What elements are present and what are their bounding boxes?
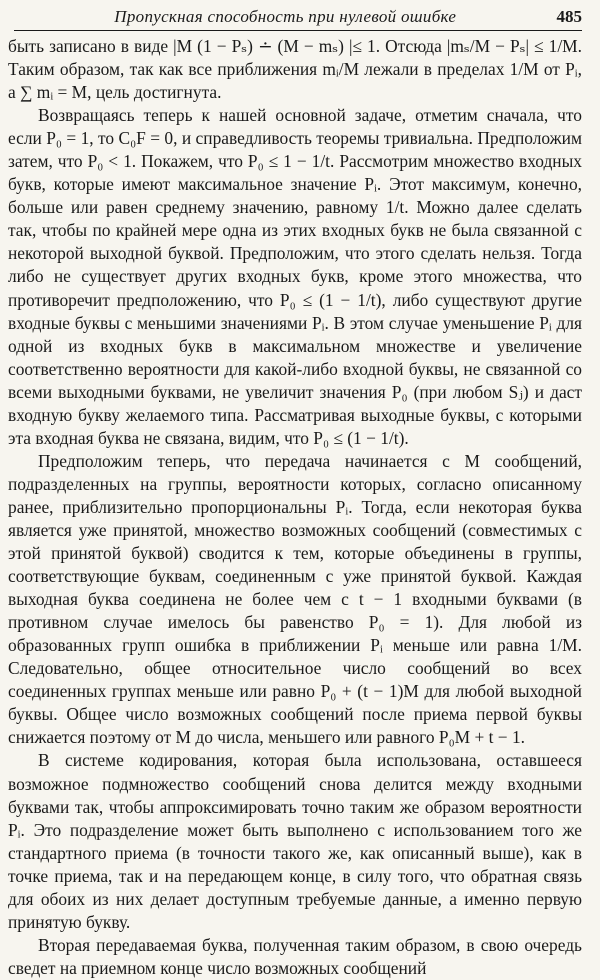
paragraph-continuation: быть записано в виде |M (1 − Pₛ) ∸ (M − mₛ) |≤ 1. Отсюда |mₛ/M − Pₛ| ≤ 1/M. Таким образом, так как все приближения mᵢ/M лежали в пределах 1/M от Pᵢ, а ∑ mᵢ = M, цель достигнута. — [8, 36, 582, 103]
paragraph: Предположим теперь, что передача начинается с M сообщений, подразделенных на группы, вероятности которых, согласно описанному ранее, приблизительно пропорциональны Pᵢ. Тогда, если некоторая буква является уже принятой, множество возможных сообщений (совместимых с этой принятой буквой) сводится к тем, которые объединены в группы, соответствующие буквам, соединенным с уже принятой буквой. Каждая выходная буква соединена не более чем с t − 1 входными буквами (в противном случае имелось бы равенство P₀ = 1). Для любой из образованных групп ошибка в приближении Pᵢ меньше или равна 1/M. Следовательно, общее относительное число сообщений во всех соединенных группах меньше или равно P₀ + (t − 1)M для любой выходной буквы. Общее число возможных сообщений после приема первой буквы снижается поэтому от M до числа, меньшего или равного P₀M + t − 1. — [8, 450, 582, 748]
running-header — [14, 0, 582, 31]
running-title: Пропускная способность при нулевой ошибке — [114, 7, 457, 26]
body-text — [8, 31, 582, 980]
paragraph: Возвращаясь теперь к нашей основной задаче, отметим сначала, что если P₀ = 1, то C₀F = 0, и справедливость теоремы тривиальна. Предположим затем, что P₀ < 1. Покажем, что P₀ ≤ 1 − 1/t. Рассмотрим множество входных букв, которые имеют максимальное значение Pᵢ. Этот максимум, конечно, больше или равен среднему значению, равному 1/t. Можно далее сделать так, чтобы по крайней мере одна из этих входных букв не была связанной с некоторой выходной буквой. Предположим, что этого сделать нельзя. Тогда либо не существует других входных букв, кроме этого множества, что противоречит предположению, что P₀ ≤ (1 − 1/t), либо существуют другие входные буквы с меньшими значениями Pᵢ. В этом случае уменьшение Pᵢ для одной из входных букв в максимальном множестве и увеличение соответственно вероятности для какой-либо входной буквы, не связанной со всеми выходными буквами, не увеличит значения P₀ (при любом Sⱼ) и даст входную букву желаемого типа. Рассматривая выходные буквы, с которыми эта входная буква не связана, видим, что P₀ ≤ (1 − 1/t). — [8, 105, 582, 448]
page-number: 485 — [556, 7, 582, 26]
paragraph: В системе кодирования, которая была использована, оставшееся возможное подмножество сообщений снова делится между входными буквами так, чтобы аппроксимировать точно таким же образом вероятности Pᵢ. Это подразделение может быть выполнено с использованием того же стандартного приема (в точности такого же, как описанный выше), как в точке приема, так и на передающем конце, в силу того, что обратная связь для обоих из них делает доступным требуемые данные, а именно первую принятую букву. — [8, 750, 582, 932]
paragraph: Вторая передаваемая буква, полученная таким образом, в свою очередь сведет на приемном конце число возможных сообщений — [8, 934, 582, 978]
